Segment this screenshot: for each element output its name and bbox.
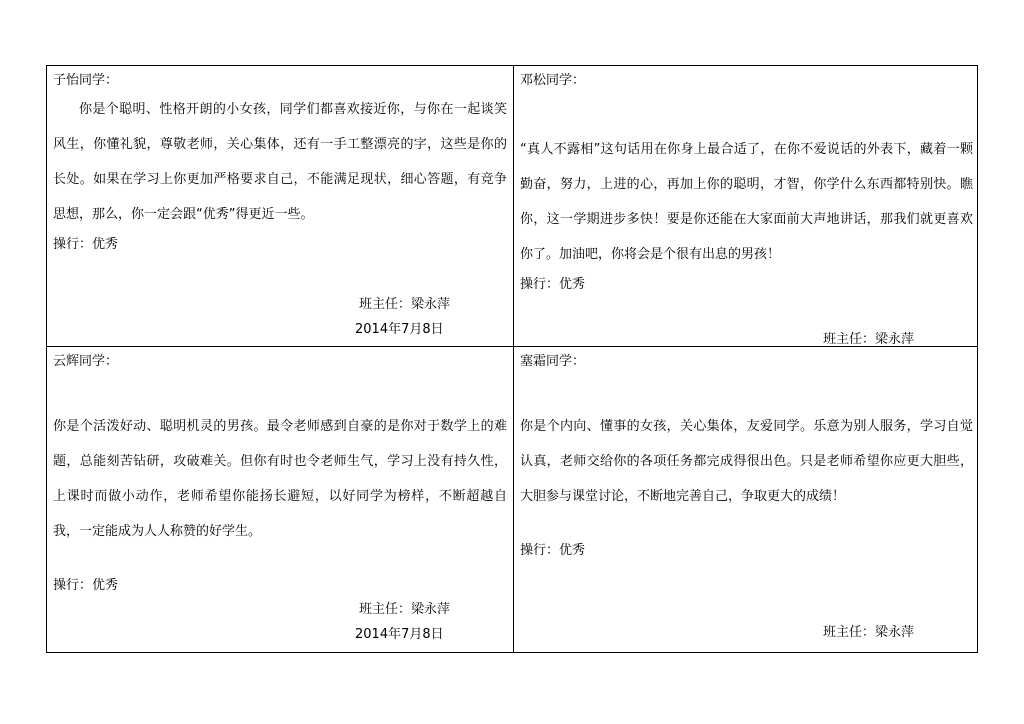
comment-table (46, 65, 978, 653)
student-name: 塞霜同学： (520, 354, 586, 369)
comment-cell-2 (514, 66, 979, 346)
comment-date: 2014年7月8日 (355, 627, 444, 642)
conduct-grade: 操行：优秀 (520, 543, 586, 558)
conduct-grade: 操行：优秀 (53, 237, 119, 252)
comment-cell-3 (47, 347, 513, 652)
student-name: 邓松同学： (520, 73, 586, 88)
teacher-comment: 你是个聪明、性格开朗的小女孩，同学们都喜欢接近你，与你在一起谈笑风生，你懂礼貌，尊敬老师，关心集体，还有一手工整漂亮的字，这些是你的长处。如果在学习上你更加严格要求自己，不能满足现状，细心答题，有竞争思想，那么，你一定会跟“优秀”得更近一些。 (53, 102, 507, 222)
teacher-signature: 班主任：梁永萍 (359, 297, 451, 312)
teacher-signature: 班主任：梁永萍 (823, 332, 915, 347)
comment-date: 2014年7月8日 (355, 322, 444, 337)
student-name: 云辉同学： (53, 354, 119, 369)
teacher-comment: “真人不露相”这句话用在你身上最合适了，在你不爱说话的外表下，藏着一颗勤奋，努力，上进的心，再加上你的聪明，才智，你学什么东西都特别快。瞧你，这一学期进步多快！要是你还能在大家面前大声地讲话，那我们就更喜欢你了。加油吧，你将会是个很有出息的男孩！ (520, 142, 973, 262)
teacher-comment: 你是个内向、懂事的女孩，关心集体，友爱同学。乐意为别人服务，学习自觉认真，老师交给你的各项任务都完成得很出色。只是老师希望你应更大胆些，大胆参与课堂讨论，不断地完善自己，争取更大的成绩！ (520, 419, 973, 504)
comment-cell-4 (514, 347, 979, 652)
teacher-comment: 你是个活泼好动、聪明机灵的男孩。最令老师感到自豪的是你对于数学上的难题，总能刻苦钻研，攻破难关。但你有时也令老师生气，学习上没有持久性，上课时而做小动作，老师希望你能扬长避短，以好同学为榜样，不断超越自我，一定能成为人人称赞的好学生。 (53, 419, 507, 539)
student-name: 子怡同学： (53, 73, 119, 88)
teacher-signature: 班主任：梁永萍 (359, 602, 451, 617)
conduct-grade: 操行：优秀 (53, 578, 119, 593)
teacher-signature: 班主任：梁永萍 (823, 625, 915, 640)
conduct-grade: 操行：优秀 (520, 277, 586, 292)
comment-cell-1 (47, 66, 513, 346)
